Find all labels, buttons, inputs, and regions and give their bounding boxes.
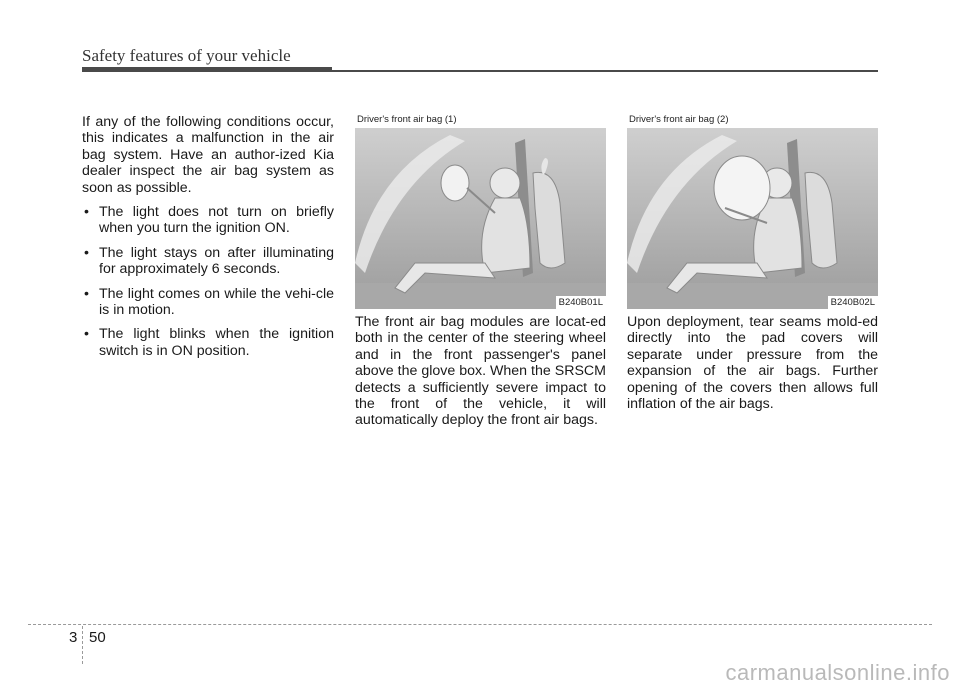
list-item xyxy=(82,326,334,359)
header-rule-dark xyxy=(82,67,332,72)
figure-caption: Driver's front air bag (1) xyxy=(355,113,606,128)
footer-divider xyxy=(28,624,932,625)
page-number: 50 xyxy=(89,629,106,646)
intro-paragraph: If any of the following conditions occur, this indicates a malfunction in the air bag system. Have an author-ized Kia dealer inspect the air bag system as soon as possible. xyxy=(82,114,334,196)
watermark: carmanualsonline.info xyxy=(725,660,950,685)
bullet-icon: • xyxy=(84,204,89,221)
bullet-icon: • xyxy=(84,285,89,302)
list-item xyxy=(82,286,334,319)
airbag-illustration-1 xyxy=(355,113,606,309)
list-item-text: The light stays on after illuminating for approximately 6 seconds. xyxy=(99,244,334,278)
chapter-number: 3 xyxy=(69,629,78,646)
list-item-text: The light comes on while the vehi-cle is in motion. xyxy=(99,285,334,319)
list-item xyxy=(82,245,334,278)
list-item xyxy=(82,204,334,237)
figure-code: B240B01L xyxy=(556,296,606,309)
column-1 xyxy=(82,114,334,367)
column-3 xyxy=(627,314,878,412)
list-item-text: The light blinks when the ignition switch is in ON position. xyxy=(99,326,334,359)
footer-vertical-divider xyxy=(82,626,83,664)
list-item-text: The light does not turn on briefly when you turn the ignition ON. xyxy=(99,204,334,237)
column-2 xyxy=(355,314,606,429)
condition-list xyxy=(82,204,334,359)
bullet-icon: • xyxy=(84,244,89,261)
airbag-location-paragraph: The front air bag modules are locat-ed both in the center of the steering wheel and in the front passenger's panel above the glove box. When the SRSCM detects a sufficiently severe impact to the front of the vehicle, it will automatically deploy the front air bags. xyxy=(355,314,606,429)
header-rule xyxy=(332,70,878,72)
deployment-paragraph: Upon deployment, tear seams mold-ed directly into the pad covers will separate under pressure from the expansion of the air bags. Further opening of the covers then allows full inflation of the air bags. xyxy=(627,314,878,413)
figure-code: B240B02L xyxy=(828,296,878,309)
bullet-icon: • xyxy=(84,326,89,343)
section-title: Safety features of your vehicle xyxy=(82,46,291,65)
airbag-illustration-2 xyxy=(627,113,878,309)
figure-airbag-1 xyxy=(355,113,606,309)
figure-caption: Driver's front air bag (2) xyxy=(627,113,878,128)
figure-airbag-2 xyxy=(627,113,878,309)
